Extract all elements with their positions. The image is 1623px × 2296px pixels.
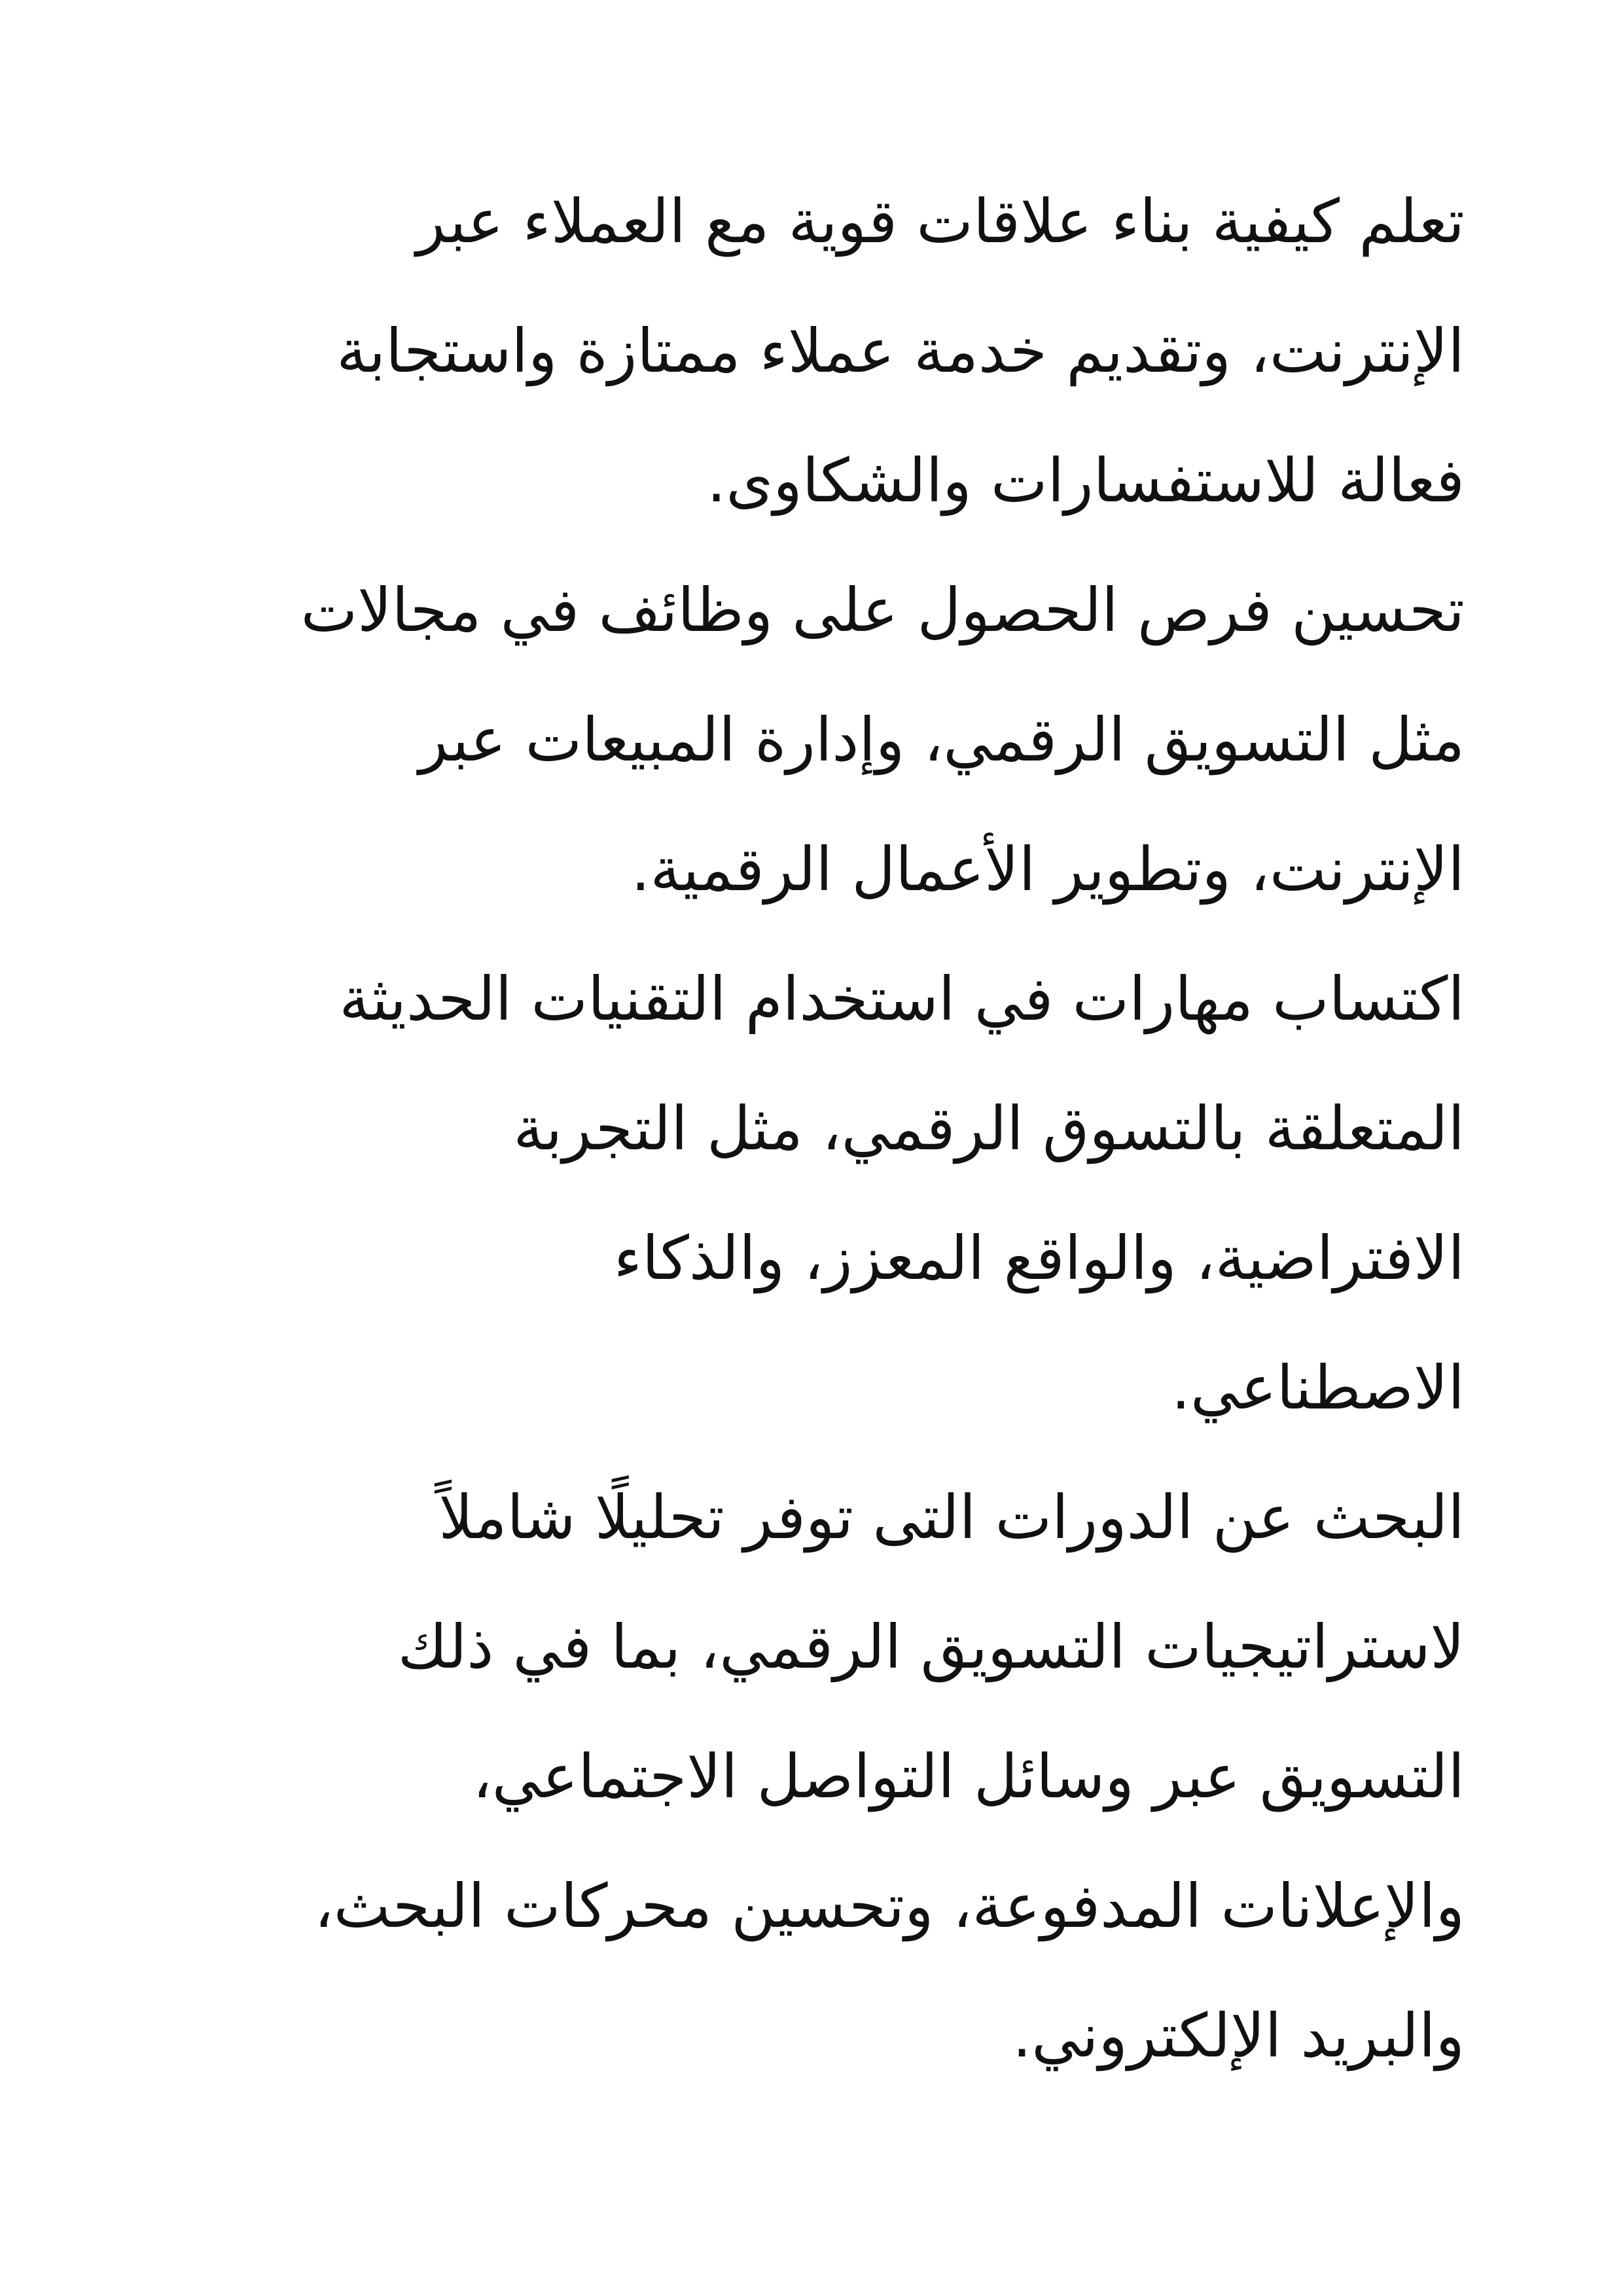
text-line: اكتساب مهارات في استخدام التقنيات الحديثة xyxy=(339,964,1465,1034)
text-line: الاصطناعي. xyxy=(1171,1353,1465,1423)
text-line: الافتراضية، والواقع المعزز، والذكاء xyxy=(613,1223,1465,1293)
text-line: لاستراتيجيات التسويق الرقمي، بما في ذلك xyxy=(397,1612,1465,1682)
text-line: البحث عن الدورات التى توفر تحليلًا شاملاً xyxy=(438,1482,1465,1552)
text-line: والإعلانات المدفوعة، وتحسين محركات البحث، xyxy=(314,1871,1465,1941)
text-line: تعلم كيفية بناء علاقات قوية مع العملاء عبر xyxy=(416,187,1465,257)
text-line: الإنترنت، وتطوير الأعمال الرقمية. xyxy=(631,834,1465,905)
text-line: مثل التسويق الرقمي، وإدارة المبيعات عبر xyxy=(418,705,1465,775)
text-line: تحسين فرص الحصول على وظائف في مجالات xyxy=(300,575,1465,645)
text-line: فعالة للاستفسارات والشكاوى. xyxy=(707,446,1465,516)
text-line: المتعلقة بالتسوق الرقمي، مثل التجربة xyxy=(513,1094,1465,1164)
document-body-text xyxy=(143,157,1465,2101)
text-line: الإنترنت، وتقديم خدمة عملاء ممتازة واستجابة xyxy=(336,316,1465,386)
text-line: التسويق عبر وسائل التواصل الاجتماعي، xyxy=(473,1742,1465,1812)
text-line: والبريد الإلكتروني. xyxy=(1012,2001,1465,2071)
